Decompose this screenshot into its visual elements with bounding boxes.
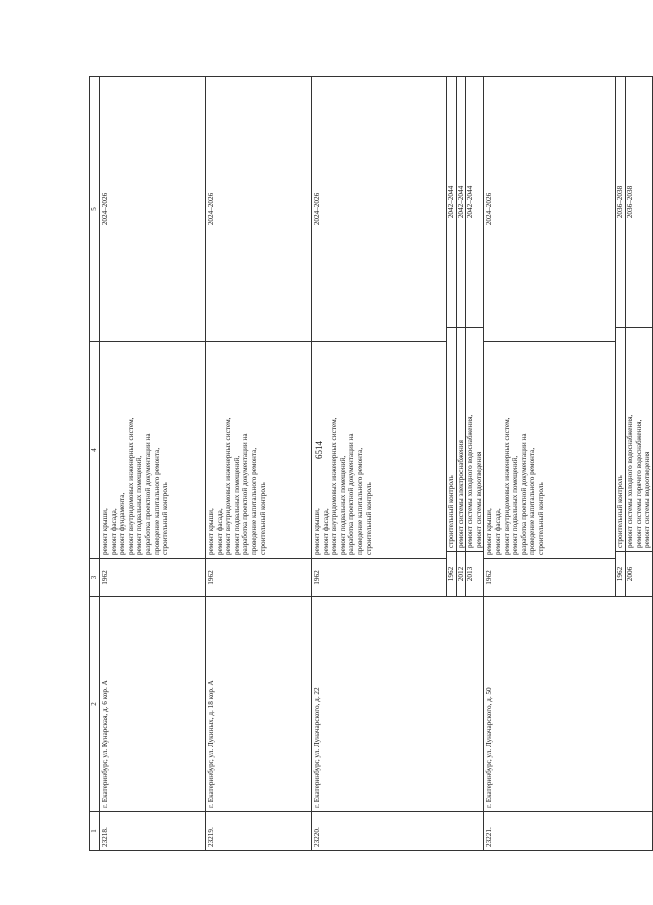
work-line: строительный контроль xyxy=(536,482,545,555)
work-line: ремонт крыши, xyxy=(485,508,494,555)
work-line: ремонт крыши, xyxy=(101,508,109,555)
works-cell xyxy=(100,342,206,559)
address-cell: г. Екатеринбург, ул. Луначарского, д. 50 xyxy=(484,597,652,812)
period-cell: 2024–2026 xyxy=(484,77,616,342)
work-line: ремонт подвальных помещений, xyxy=(232,455,241,555)
row-number: 23221. xyxy=(484,812,652,851)
extra-year: 2013 xyxy=(466,552,484,597)
row-number: 23218. xyxy=(100,812,206,851)
document-table-frame xyxy=(89,77,652,851)
extra-period: 2036–2038 xyxy=(625,185,634,219)
address-cell: г. Екатеринбург, ул. Лукиных, д. 18 кор. А xyxy=(206,597,312,812)
extra-work-row xyxy=(466,77,484,596)
work-line: ремонт подвальных помещений, xyxy=(135,455,144,555)
column-header: 2 xyxy=(90,597,100,812)
work-line: ремонт крыши, xyxy=(207,508,215,555)
extra-year: 1962 xyxy=(616,552,625,597)
period-cell: 2024–2026 xyxy=(100,77,206,342)
extra-year: 2006 xyxy=(625,552,651,597)
column-header: 5 xyxy=(90,77,100,342)
extra-work xyxy=(616,328,625,552)
extra-work xyxy=(466,328,484,552)
work-line: проведение капитального ремонта, xyxy=(355,447,364,555)
column-header: 3 xyxy=(90,559,100,597)
year-cell: 1962 xyxy=(312,559,447,597)
work-line: разработка проектной документации на xyxy=(143,433,152,555)
works-cell xyxy=(206,342,312,559)
row-number: 23219. xyxy=(206,812,312,851)
works-cell xyxy=(312,342,447,559)
extra-work-row xyxy=(625,77,651,596)
work-line: ремонт крыши, xyxy=(313,508,321,555)
work-line: строительный контроль xyxy=(364,482,373,555)
extra-works-table xyxy=(616,77,651,596)
extra-work-line: строительный контроль xyxy=(447,475,455,548)
work-line: проведение капитального ремонта, xyxy=(152,447,161,555)
extra-work-line: строительный контроль xyxy=(616,475,625,548)
extra-year: 2012 xyxy=(456,552,466,597)
work-line: разработка проектной документации на xyxy=(519,433,528,555)
work-line: ремонт фундамента, xyxy=(118,492,127,555)
work-line: разработка проектной документации на xyxy=(347,433,356,555)
extra-work xyxy=(456,328,466,552)
work-line: ремонт внутридомовых инженерных систем, xyxy=(330,417,339,555)
table-body xyxy=(100,77,653,851)
work-line: строительный контроль xyxy=(161,482,170,555)
extra-period: 2042–2044 xyxy=(447,77,456,328)
extra-work-line: ремонт системы холодного водоснабжения, xyxy=(625,414,634,548)
work-line: ремонт подвальных помещений, xyxy=(338,455,347,555)
extra-period: 2042–2044 xyxy=(466,185,475,219)
extra-work-row xyxy=(616,77,625,596)
extra-period: 2036–2038 xyxy=(616,77,625,328)
extra-works-table xyxy=(447,77,483,596)
column-header: 1 xyxy=(90,812,100,851)
period-cell: 2024–2026 xyxy=(206,77,312,342)
work-line: разработка проектной документации на xyxy=(241,433,250,555)
extra-work-line: ремонт системы электроснабжения xyxy=(456,440,465,548)
work-line: ремонт фасада, xyxy=(215,508,224,555)
address-cell: г. Екатеринбург, ул. Кунарская, д. 6 кор. А xyxy=(100,597,206,812)
work-line: ремонт фасада, xyxy=(109,508,118,555)
work-line: проведение капитального ремонта, xyxy=(249,447,258,555)
table-row xyxy=(484,77,616,851)
address-cell: г. Екатеринбург, ул. Луначарского, д. 22 xyxy=(312,597,484,812)
capital-repair-table xyxy=(89,76,653,851)
extra-work xyxy=(625,328,651,552)
year-cell: 1962 xyxy=(484,559,616,597)
table-row xyxy=(206,77,312,851)
work-line: проведение капитального ремонта, xyxy=(528,447,537,555)
extra-work-line: ремонт системы водоотведения xyxy=(643,451,652,548)
extra-work-line: ремонт системы водоотведения xyxy=(474,451,483,548)
works-cell xyxy=(484,342,616,559)
extra-work-line: ремонт системы холодного водоснабжения, xyxy=(466,414,475,548)
row-number: 23220. xyxy=(312,812,484,851)
extra-work-line: ремонт системы горячего водоснабжения, xyxy=(634,419,643,548)
period-cell: 2024–2026 xyxy=(312,77,447,342)
work-line: ремонт фасада, xyxy=(493,508,502,555)
extra-work-row xyxy=(447,77,456,596)
work-line: ремонт подвальных помещений, xyxy=(511,455,520,555)
table-row xyxy=(100,77,206,851)
page-number: 6514 xyxy=(314,441,324,459)
extra-works-cell xyxy=(447,77,484,597)
year-cell: 1962 xyxy=(100,559,206,597)
year-cell: 1962 xyxy=(206,559,312,597)
work-line: ремонт внутридомовых инженерных систем, xyxy=(126,417,135,555)
table-row xyxy=(312,77,447,851)
extra-works-cell xyxy=(616,77,652,597)
work-line: ремонт фасада, xyxy=(321,508,330,555)
extra-work xyxy=(447,328,456,552)
column-header: 4 xyxy=(90,342,100,559)
work-line: ремонт внутридомовых инженерных систем, xyxy=(502,417,511,555)
work-line: строительный контроль xyxy=(258,482,267,555)
work-line: ремонт внутридомовых инженерных систем, xyxy=(224,417,233,555)
extra-year: 1962 xyxy=(447,552,456,597)
extra-period: 2042–2044 xyxy=(456,77,466,328)
extra-work-row xyxy=(456,77,466,596)
